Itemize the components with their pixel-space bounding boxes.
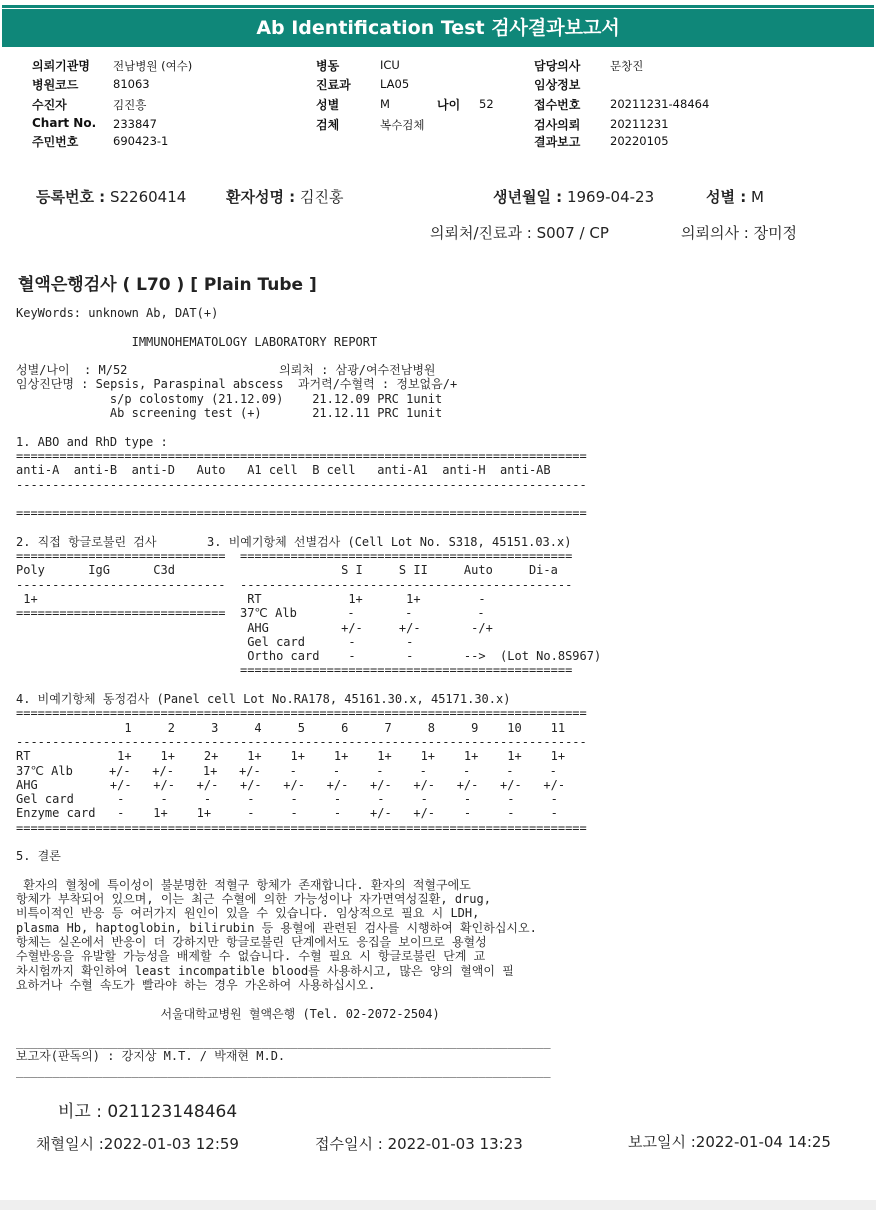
- receipt-label: 접수일시 :: [315, 1135, 383, 1153]
- header-value: 복수검체: [380, 118, 425, 132]
- collection-value: 2022-01-03 12:59: [103, 1135, 239, 1153]
- registration-number: [36, 186, 186, 207]
- note-label: 비고 :: [58, 1102, 102, 1122]
- section-title: 혈액은행검사 ( L70 ) [ Plain Tube ]: [18, 275, 317, 295]
- header-value: 김진흥: [113, 98, 147, 112]
- header-value: LA05: [380, 77, 410, 91]
- collection-time: [36, 1133, 239, 1154]
- registration-label: 등록번호 :: [36, 188, 106, 206]
- patient-sex: [706, 186, 764, 207]
- header-label: 수진자: [32, 98, 67, 112]
- header-label: 주민번호: [32, 135, 79, 149]
- patient-name: [226, 186, 343, 207]
- lab-report-body: KeyWords: unknown Ab, DAT(+) IMMUNOHEMATOLOGY LABORATORY REPORT 성별/나이 : M/52 의뢰처 : 삼광/여수전남병원 임상진단명 : Sepsis, Paraspinal abscess 과거력/수혈력 : 정보없음/+ s/p colostomy (21.12.09) 21.12.09 PRC 1unit Ab screening test (+) 21.12.11 PRC 1unit 1. ABO and RhD type : =============================================================================== anti-A anti-B anti-D Auto A1 cell B cell anti-A1 anti-H anti-AB ------------------------------------------------------------------------------- =============================================================================== 2. 직접 항글로불린 검사 3. 비예기항체 선별검사 (Cell Lot No. S318, 45151.03.x) ============================= ============================================== Poly IgG C3d S I S II Auto Di-a ----------------------------- ---------------------------------------------- 1+ RT 1+ 1+ - ============================= 37℃ Alb - - - AHG +/- +/- -/+ Gel card - - Ortho card - - --> (Lot No.8S967) ============================================== 4. 비예기항체 동정검사 (Panel cell Lot No.RA178, 45161.30.x, 45171.30.x) =============================================================================== 1 2 3 4 5 6 7 8 9 10 11 ------------------------------------------------------------------------------- RT 1+ 1+ 2+ 1+ 1+ 1+ 1+ 1+ 1+ 1+ 1+ 37℃ Alb +/- +/- 1+ +/- - - - - - - - AHG +/- +/- +/- +/- +/- +/- +/- +/- +/- +/- +/- Gel card - - - - - - - - - - - Enzyme card - 1+ 1+ - - - +/- +/- - - - =============================================================================== 5. 결론 환자의 혈청에 특이성이 불분명한 적혈구 항체가 존재합니다. 환자의 적혈구에도 항체가 부착되어 있으며, 이는 최근 수혈에 의한 가능성이나 자가면역성질환, drug, 비특이적인 반응 등 여러가지 원인이 있을 수 있습니다. 임상적으로 필요 시 LDH, plasma Hb, haptoglobin, bilirubin 등 용혈에 관련된 검사를 시행하여 확인하십시오. 항체는 실온에서 반응이 더 강하지만 항글로불린 단계에서도 응집을 보이므로 용혈성 수혈반응을 유발할 가능성을 배제할 수 없습니다. 수혈 필요 시 항글로불린 단계 교 차시험까지 확인하여 least incompatible blood를 사용하시고, 많은 양의 혈액이 필 요하거나 수혈 속도가 빨라야 하는 경우 가온하여 사용하십시오. 서울대학교병원 혈액은행 (Tel. 02-2072-2504) __________________________________________________________________________ 보고자(판독의) : 강지상 M.T. / 박재현 M.D. __________________________________________________________________________: [16, 306, 602, 1078]
- dob-value: 1969-04-23: [566, 188, 655, 206]
- header-label: 임상정보: [534, 78, 581, 92]
- header-value: 233847: [113, 117, 157, 131]
- referring-department: [430, 222, 609, 243]
- receipt-value: 2022-01-03 13:23: [387, 1135, 523, 1153]
- age-value: 52: [479, 97, 494, 111]
- sex-label: 성별 :: [706, 188, 747, 206]
- note-value: 021123148464: [107, 1102, 238, 1122]
- receipt-time: [315, 1133, 523, 1154]
- dept-value: S007 / CP: [536, 224, 609, 242]
- patient-name-label: 환자성명 :: [226, 188, 296, 206]
- header-label: 결과보고: [534, 135, 581, 149]
- title-bar-accent: [2, 5, 874, 8]
- doctor-value: 장미정: [753, 224, 798, 242]
- header-label: 성별: [316, 98, 340, 112]
- header-value: 81063: [113, 77, 150, 91]
- report-title: Ab Identification Test 검사결과보고서: [2, 9, 874, 47]
- dept-label: 의뢰처/진료과 :: [430, 224, 532, 242]
- collection-label: 채혈일시 :: [36, 1135, 104, 1153]
- registration-value: S2260414: [109, 188, 187, 206]
- header-value: 690423-1: [113, 134, 169, 148]
- report-value: 2022-01-04 14:25: [695, 1133, 831, 1151]
- header-label: Chart No.: [32, 116, 97, 130]
- header-label: 검체: [316, 118, 340, 132]
- header-label: 병동: [316, 59, 340, 73]
- header-label: 검사의뢰: [534, 118, 581, 132]
- header-label: 의뢰기관명: [32, 59, 90, 73]
- header-value: 20220105: [610, 134, 669, 148]
- age-label: 나이: [437, 98, 461, 112]
- report-label: 보고일시 :: [628, 1133, 696, 1151]
- note: [58, 1097, 237, 1122]
- header-label: 담당의사: [534, 59, 581, 73]
- header-value: 20211231: [610, 117, 669, 131]
- patient-name-value: 김진홍: [299, 188, 344, 206]
- header-value: 전남병원 (여수): [113, 59, 193, 73]
- page-bottom-strip: [0, 1200, 876, 1210]
- header-value: 20211231-48464: [610, 97, 710, 111]
- sex-value: M: [750, 188, 764, 206]
- header-label: 병원코드: [32, 78, 79, 92]
- dob-label: 생년월일 :: [493, 188, 563, 206]
- header-value: ICU: [380, 58, 400, 72]
- header-value: M: [380, 97, 390, 111]
- report-time: [628, 1131, 831, 1152]
- header-value: 문창진: [610, 59, 644, 73]
- referring-doctor: [681, 222, 797, 243]
- date-of-birth: [493, 186, 654, 207]
- header-label: 접수번호: [534, 98, 581, 112]
- header-label: 진료과: [316, 78, 351, 92]
- doctor-label: 의뢰의사 :: [681, 224, 749, 242]
